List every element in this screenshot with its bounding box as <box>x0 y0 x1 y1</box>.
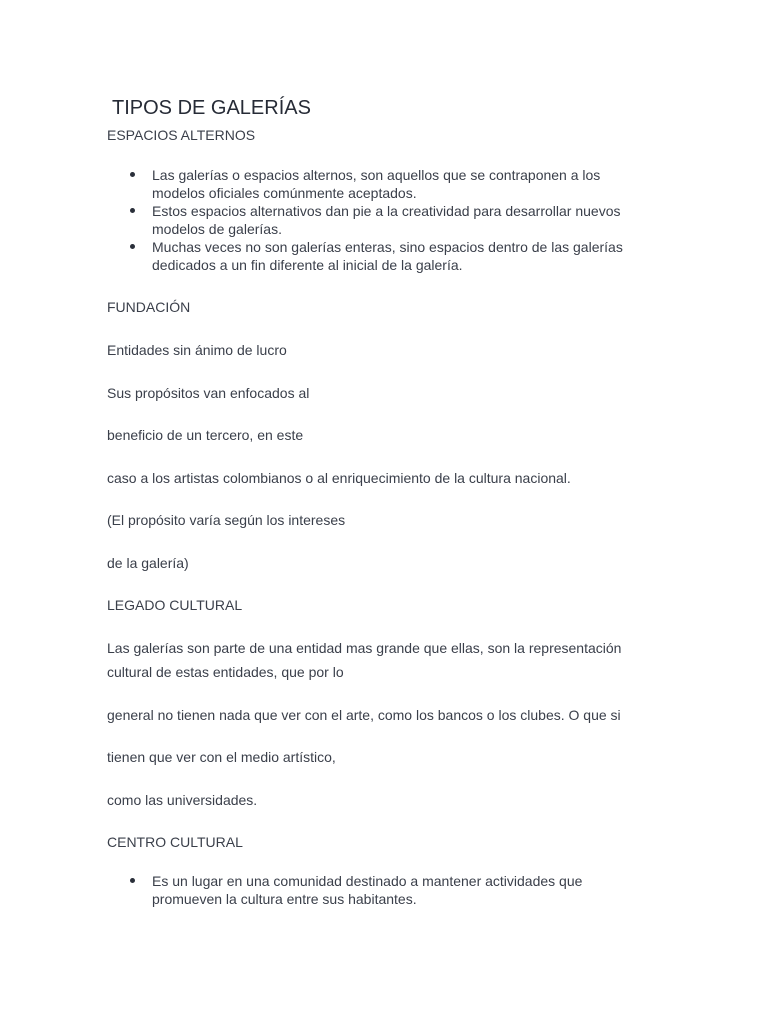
bullet-line: promueven la cultura entre sus habitantes. <box>152 891 417 907</box>
bullet-icon <box>130 208 135 213</box>
bullet-icon <box>130 878 135 883</box>
section-heading-legado: LEGADO CULTURAL <box>107 597 243 613</box>
bullet-list-centro <box>130 872 690 908</box>
paragraph-line: Entidades sin ánimo de lucro <box>107 342 287 358</box>
bullet-line: Estos espacios alternativos dan pie a la creatividad para desarrollar nuevos <box>152 203 621 219</box>
bullet-line: modelos de galerías. <box>152 221 282 237</box>
bullet-icon <box>130 244 135 249</box>
paragraph-line: beneficio de un tercero, en este <box>107 427 304 443</box>
section-heading-espacios: ESPACIOS ALTERNOS <box>107 127 256 143</box>
paragraph-line: Sus propósitos van enfocados al <box>107 385 310 401</box>
section-heading-fundacion: FUNDACIÓN <box>107 299 191 315</box>
list-item <box>130 166 690 202</box>
bullet-line: Muchas veces no son galerías enteras, sino espacios dentro de las galerías <box>152 239 623 255</box>
document-title: TIPOS DE GALERÍAS <box>112 97 311 119</box>
bullet-line: modelos oficiales comúnmente aceptados. <box>152 185 417 201</box>
bullet-line: Las galerías o espacios alternos, son aquellos que se contraponen a los <box>152 167 601 183</box>
bullet-list-espacios <box>130 166 690 274</box>
list-item <box>130 872 690 908</box>
paragraph-line: Las galerías son parte de una entidad mas grande que ellas, son la representación <box>107 640 622 656</box>
list-item <box>130 238 690 274</box>
bullet-line: dedicados a un fin diferente al inicial de la galería. <box>152 257 463 273</box>
paragraph-line: como las universidades. <box>107 792 258 808</box>
bullet-line: Es un lugar en una comunidad destinado a mantener actividades que <box>152 873 583 889</box>
section-heading-centro: CENTRO CULTURAL <box>107 834 243 850</box>
paragraph-line: general no tienen nada que ver con el arte, como los bancos o los clubes. O que si <box>107 707 621 723</box>
paragraph-line: (El propósito varía según los intereses <box>107 512 346 528</box>
paragraph-line: tienen que ver con el medio artístico, <box>107 749 336 765</box>
paragraph-line: caso a los artistas colombianos o al enriquecimiento de la cultura nacional. <box>107 470 571 486</box>
bullet-icon <box>130 172 135 177</box>
paragraph-line: cultural de estas entidades, que por lo <box>107 664 344 680</box>
paragraph-line: de la galería) <box>107 555 189 571</box>
list-item <box>130 202 690 238</box>
